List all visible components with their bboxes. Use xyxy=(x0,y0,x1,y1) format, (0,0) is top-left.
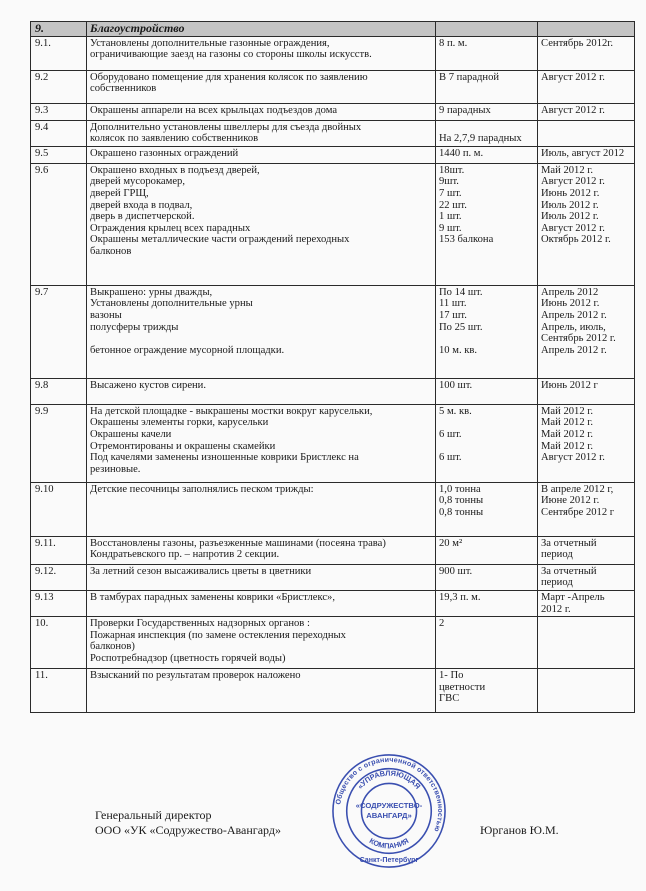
row-description: Восстановлены газоны, разъезженные машинами (посеяна трава) Кондратьевского пр. – напротив 2 секции. xyxy=(87,536,436,564)
row-date: Сентябрь 2012г. xyxy=(538,36,635,70)
table-row xyxy=(31,285,635,378)
company-seal-stamp xyxy=(330,752,448,870)
row-number: 9.3 xyxy=(31,103,87,120)
row-number: 9.5 xyxy=(31,146,87,163)
row-quantity: 2 xyxy=(436,617,538,669)
row-description: За летний сезон высаживались цветы в цветники xyxy=(87,564,436,590)
stamp-city: Санкт-Петербург xyxy=(359,856,419,865)
director-signature-block: Генеральный директор ООО «УК «Содружество-Авангард» xyxy=(95,808,281,837)
row-description: Взысканий по результатам проверок наложено xyxy=(87,669,436,713)
row-description: Оборудовано помещение для хранения колясок по заявлению собственников xyxy=(87,70,436,103)
table-row xyxy=(31,146,635,163)
table-row xyxy=(31,404,635,482)
row-date xyxy=(538,120,635,146)
row-number: 9.12. xyxy=(31,564,87,590)
row-number: 9.10 xyxy=(31,482,87,536)
row-quantity: 1440 п. м. xyxy=(436,146,538,163)
row-quantity: 1,0 тонна 0,8 тонны 0,8 тонны xyxy=(436,482,538,536)
svg-text:«УПРАВЛЯЮЩАЯ xyxy=(356,769,423,791)
row-quantity: 18шт. 9шт. 7 шт. 22 шт. 1 шт. 9 шт. 153 балкона xyxy=(436,163,538,285)
stamp-bottom-text: КОМПАНИЯ xyxy=(367,836,411,851)
report-table xyxy=(30,21,635,713)
row-description: Окрашено газонных ограждений xyxy=(87,146,436,163)
row-date: Август 2012 г. xyxy=(538,70,635,103)
row-quantity: 1- По цветности ГВС xyxy=(436,669,538,713)
row-description: Окрашено входных в подъезд дверей, дверей мусорокамер, дверей ГРЩ, дверей входа в подвал, дверь в диспетчерской. Ограждения крылец всех парадных Окрашены металлические части ограждений переходных балконов xyxy=(87,163,436,285)
row-date: Июнь 2012 г xyxy=(538,378,635,404)
table-row xyxy=(31,564,635,590)
row-description: Благоустройство xyxy=(87,22,436,37)
row-description: Установлены дополнительные газонные ограждения, ограничивающие заезд на газоны со стороны школы искусств. xyxy=(87,36,436,70)
row-description: На детской площадке - выкрашены мостки вокруг карусельки, Окрашены элементы горки, карусельки Окрашены качели Отремонтированы и окрашены скамейки Под качелями заменены изношенные коврики Бристлекс на резиновые. xyxy=(87,404,436,482)
table-row xyxy=(31,378,635,404)
row-date: В апреле 2012 г, Июне 2012 г. Сентябре 2012 г xyxy=(538,482,635,536)
stamp-outer-text: Общество с ограниченной ответственностью xyxy=(334,755,445,833)
row-number: 9.2 xyxy=(31,70,87,103)
row-quantity: 5 м. кв. 6 шт. 6 шт. xyxy=(436,404,538,482)
table-row xyxy=(31,669,635,713)
row-description: Окрашены аппарели на всех крыльцах подъездов дома xyxy=(87,103,436,120)
row-quantity xyxy=(436,22,538,37)
row-number: 11. xyxy=(31,669,87,713)
row-date: Апрель 2012 Июнь 2012 г. Апрель 2012 г. Апрель, июль, Сентябрь 2012 г. Апрель 2012 г. xyxy=(538,285,635,378)
row-quantity: 9 парадных xyxy=(436,103,538,120)
row-date: Март -Апрель 2012 г. xyxy=(538,590,635,616)
table-row xyxy=(31,103,635,120)
row-description: Дополнительно установлены швеллеры для съезда двойных колясок по заявлению собственников xyxy=(87,120,436,146)
row-quantity: 100 шт. xyxy=(436,378,538,404)
table-row xyxy=(31,590,635,616)
table-row xyxy=(31,536,635,564)
signer-name: Юрганов Ю.М. xyxy=(480,823,559,837)
table-row xyxy=(31,120,635,146)
row-number: 9.11. xyxy=(31,536,87,564)
row-quantity: 8 п. м. xyxy=(436,36,538,70)
row-date xyxy=(538,669,635,713)
stamp-inner-text: «УПРАВЛЯЮЩАЯ xyxy=(355,768,423,791)
row-number: 10. xyxy=(31,617,87,669)
row-quantity: В 7 парадной xyxy=(436,70,538,103)
row-date: Май 2012 г. Май 2012 г. Май 2012 г. Май 2012 г. Август 2012 г. xyxy=(538,404,635,482)
row-description: Детские песочницы заполнялись песком трижды: xyxy=(87,482,436,536)
row-date: Май 2012 г. Август 2012 г. Июнь 2012 г. Июль 2012 г. Июль 2012 г. Август 2012 г. Октябрь 2012 г. xyxy=(538,163,635,285)
table-row xyxy=(31,70,635,103)
row-description: Высажено кустов сирени. xyxy=(87,378,436,404)
row-quantity: По 14 шт. 11 шт. 17 шт. По 25 шт. 10 м. кв. xyxy=(436,285,538,378)
row-number: 9.7 xyxy=(31,285,87,378)
row-date: Июль, август 2012 xyxy=(538,146,635,163)
row-description: Выкрашено: урны дважды, Установлены дополнительные урны вазоны полусферы трижды бетонное ограждение мусорной площадки. xyxy=(87,285,436,378)
row-date xyxy=(538,22,635,37)
table-row xyxy=(31,617,635,669)
row-description: Проверки Государственных надзорных органов : Пожарная инспекция (по замене остекления переходных балконов) Роспотребнадзор (цветность горячей воды) xyxy=(87,617,436,669)
row-number: 9.9 xyxy=(31,404,87,482)
row-quantity: 20 м² xyxy=(436,536,538,564)
row-quantity: На 2,7,9 парадных xyxy=(436,120,538,146)
stamp-company-line1: «СОДРУЖЕСТВО- xyxy=(355,801,423,811)
row-description: В тамбурах парадных заменены коврики «Бристлекс», xyxy=(87,590,436,616)
row-number: 9.13 xyxy=(31,590,87,616)
row-date: За отчетный период xyxy=(538,536,635,564)
row-date: За отчетный период xyxy=(538,564,635,590)
table-row xyxy=(31,482,635,536)
row-date: Август 2012 г. xyxy=(538,103,635,120)
row-quantity: 19,3 п. м. xyxy=(436,590,538,616)
row-number: 9. xyxy=(31,22,87,37)
row-number: 9.4 xyxy=(31,120,87,146)
row-quantity: 900 шт. xyxy=(436,564,538,590)
stamp-company-line2: АВАНГАРД» xyxy=(366,810,412,820)
table-row xyxy=(31,163,635,285)
row-number: 9.6 xyxy=(31,163,87,285)
row-date xyxy=(538,617,635,669)
section-header-row xyxy=(31,22,635,37)
row-number: 9.8 xyxy=(31,378,87,404)
row-number: 9.1. xyxy=(31,36,87,70)
table-row xyxy=(31,36,635,70)
